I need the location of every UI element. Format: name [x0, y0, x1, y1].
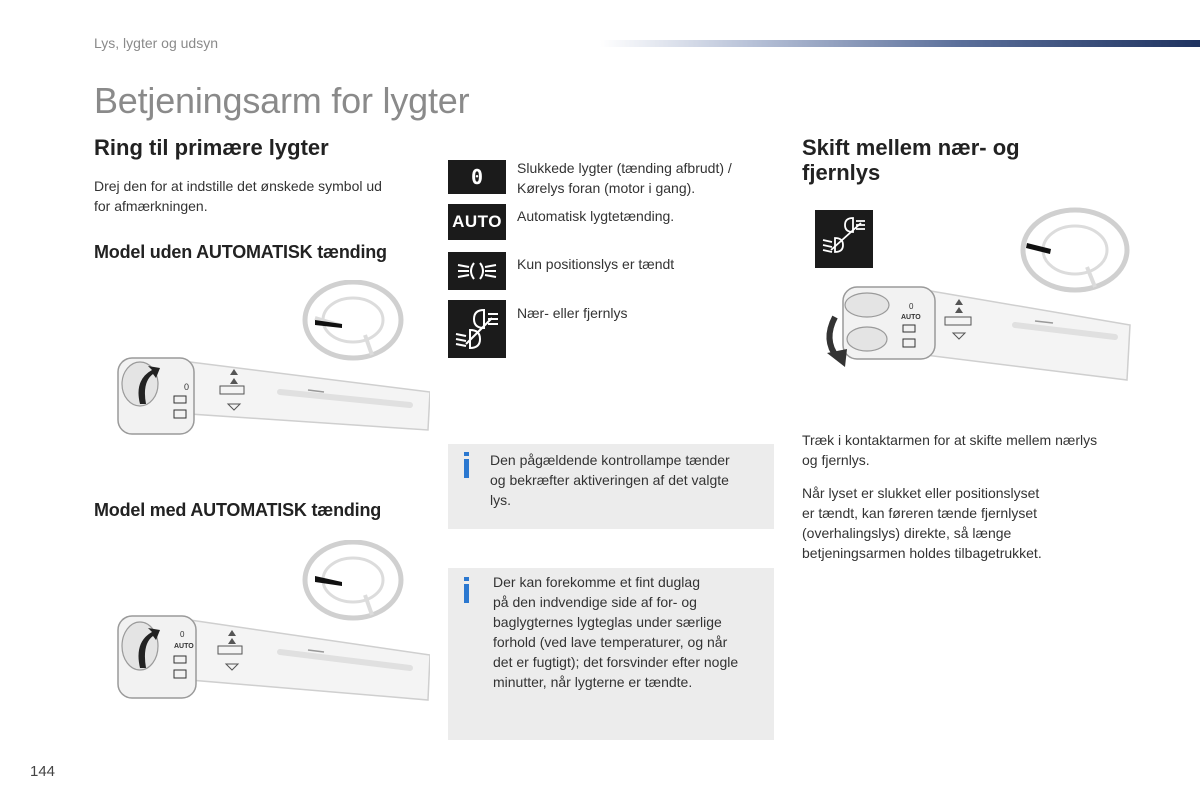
symbol-label-beam: Nær- eller fjernlys	[517, 305, 628, 321]
section-heading-primary-lights: Ring til primære lygter	[94, 135, 329, 160]
lights-off-icon: 0	[448, 160, 506, 194]
info-box-condensation: Der kan forekomme et fint duglag på den indvendige side af for- og baglygternes lygteglas under særlige forhold (ved lave temperaturer, og når det er fugtigt); det forsvinder efter nogle minutter, når lygterne er tændte.	[448, 568, 774, 740]
info-icon	[464, 584, 469, 603]
info-icon	[464, 459, 469, 478]
header-gradient-bar	[600, 40, 1200, 47]
position-lights-glyph	[454, 258, 500, 284]
symbol-label-lights-off: Slukkede lygter (tænding afbrudt) / Kørelys foran (motor i gang).	[517, 160, 732, 196]
beam-switch-paragraph-1: Træk i kontaktarmen for at skifte mellem nærlys og fjernlys.	[802, 432, 1098, 468]
page-number: 144	[30, 763, 56, 780]
stalk-label-zero: 0	[184, 382, 190, 392]
auto-lights-icon: AUTO	[448, 204, 506, 240]
position-lights-icon	[448, 252, 506, 290]
subheading-model-without-auto: Model uden AUTOMATISK tænding	[94, 242, 387, 262]
stalk-illustration-beam-switch	[805, 205, 1135, 385]
symbol-label-auto: Automatisk lygtetænding.	[517, 208, 675, 224]
subheading-model-with-auto: Model med AUTOMATISK tænding	[94, 500, 382, 520]
page-title: Betjeningsarm for lygter	[94, 80, 470, 121]
intro-paragraph: Drej den for at indstille det ønskede symbol ud for afmærkningen.	[94, 178, 382, 214]
stalk-illustration-without-auto	[110, 280, 430, 440]
section-heading-beam-switch: Skift mellem nær- og fjernlys	[802, 135, 1020, 185]
beam-glyph	[452, 304, 502, 354]
stalk-label-zero: 0	[180, 630, 185, 639]
dipped-main-beam-icon	[448, 300, 506, 358]
running-header: Lys, lygter og udsyn	[94, 35, 218, 51]
beam-switch-paragraph-2: Når lyset er slukket eller positionslyset er tændt, kan føreren tænde fjernlyset (overhalingslys) direkte, så længe betjeningsarmen holdes tilbagetrukket.	[802, 485, 1042, 561]
symbol-label-position: Kun positionslys er tændt	[517, 256, 675, 272]
stalk-illustration-with-auto	[110, 540, 430, 710]
stalk-label-zero: 0	[909, 302, 914, 311]
stalk-label-auto: AUTO	[174, 643, 194, 650]
info-box-indicator: Den pågældende kontrollampe tænder og bekræfter aktiveringen af det valgte lys.	[448, 444, 774, 529]
stalk-label-auto: AUTO	[901, 314, 921, 321]
